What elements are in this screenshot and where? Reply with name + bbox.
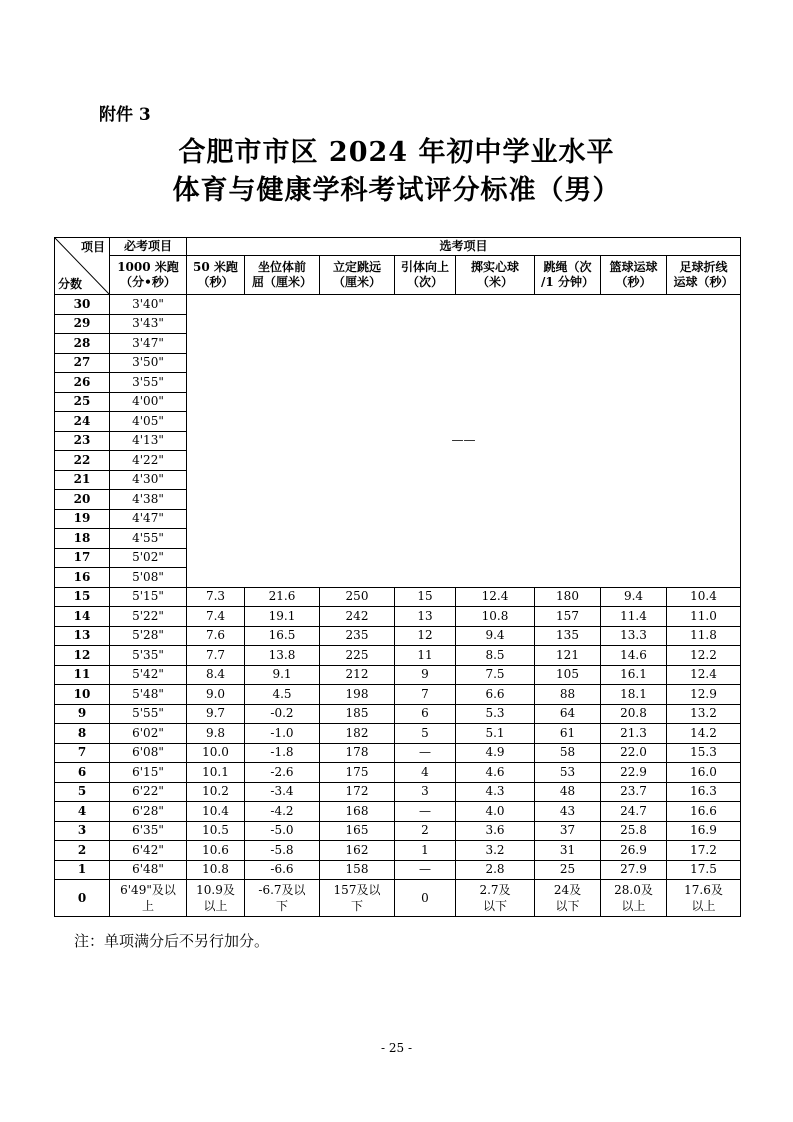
value-cell: 31 [535, 841, 601, 861]
value-cell: 6'42" [110, 841, 187, 861]
value-cell: 10.4 [667, 587, 741, 607]
value-cell: 24.7 [601, 802, 667, 822]
value-cell: 16.3 [667, 782, 741, 802]
cell-line: 以上 [621, 899, 646, 913]
value-cell: 37 [535, 821, 601, 841]
value-cell: 121 [535, 646, 601, 666]
value-cell: 5'35" [110, 646, 187, 666]
run1000-cell: 4'22" [110, 451, 187, 471]
cell-line: 下 [350, 899, 363, 913]
value-cell: 10.2 [187, 782, 245, 802]
value-cell: 182 [320, 724, 395, 744]
value-cell: 1 [395, 841, 456, 861]
score-cell: 29 [55, 314, 110, 334]
cell-line: 10.9及 [196, 883, 235, 897]
value-cell: 22.0 [601, 743, 667, 763]
value-cell: 13.8 [245, 646, 320, 666]
value-cell: 9 [395, 665, 456, 685]
value-cell: 4.3 [456, 782, 535, 802]
table-row [55, 743, 741, 763]
value-cell: 4 [395, 763, 456, 783]
value-cell: 6.6 [456, 685, 535, 705]
value-cell: 212 [320, 665, 395, 685]
column-header [667, 256, 741, 295]
value-cell: 64 [535, 704, 601, 724]
value-cell: 10.8 [456, 607, 535, 627]
value-cell: 9.4 [456, 626, 535, 646]
value-cell: 3 [395, 782, 456, 802]
header-row-groups [55, 238, 741, 256]
value-cell [601, 880, 667, 917]
value-cell: 6'35" [110, 821, 187, 841]
value-cell: — [395, 860, 456, 880]
value-cell: -3.4 [245, 782, 320, 802]
value-cell: -5.0 [245, 821, 320, 841]
column-header [601, 256, 667, 295]
value-cell: 13.3 [601, 626, 667, 646]
score-cell: 19 [55, 509, 110, 529]
column-header-line: （秒） [197, 275, 234, 289]
cell-line: 以下 [482, 899, 507, 913]
value-cell: 2.8 [456, 860, 535, 880]
cell-line: 24及 [553, 883, 582, 897]
value-cell: 242 [320, 607, 395, 627]
value-cell: 16.0 [667, 763, 741, 783]
score-cell: 25 [55, 392, 110, 412]
value-cell: 17.2 [667, 841, 741, 861]
value-cell: 6'48" [110, 860, 187, 880]
value-cell: 21.3 [601, 724, 667, 744]
score-cell: 13 [55, 626, 110, 646]
score-cell [55, 880, 110, 917]
table-row [55, 587, 741, 607]
value-cell: 105 [535, 665, 601, 685]
run1000-cell: 3'40" [110, 295, 187, 315]
value-cell [535, 880, 601, 917]
value-cell: 16.9 [667, 821, 741, 841]
value-cell: 25 [535, 860, 601, 880]
value-cell [110, 880, 187, 917]
value-cell: 2 [395, 821, 456, 841]
column-header-line: 跳绳（次 [543, 260, 592, 274]
column-header-line: 掷实心球 [470, 260, 519, 274]
value-cell: 11.8 [667, 626, 741, 646]
score-cell: 22 [55, 451, 110, 471]
cell-line: -6.7及以 [258, 883, 306, 897]
value-cell: 12 [395, 626, 456, 646]
column-header [456, 256, 535, 295]
value-cell: 13 [395, 607, 456, 627]
value-cell: -0.2 [245, 704, 320, 724]
value-cell: 53 [535, 763, 601, 783]
value-cell: 185 [320, 704, 395, 724]
value-cell: 88 [535, 685, 601, 705]
score-cell: 8 [55, 724, 110, 744]
table-row [55, 802, 741, 822]
score-cell: 24 [55, 412, 110, 432]
table-row-zero [55, 880, 741, 917]
column-header-line: 1000 米跑 [117, 260, 179, 274]
run1000-cell: 4'13" [110, 431, 187, 451]
value-cell: 7 [395, 685, 456, 705]
value-cell: 14.2 [667, 724, 741, 744]
value-cell: 48 [535, 782, 601, 802]
cell-line: 下 [275, 899, 288, 913]
run1000-cell: 5'02" [110, 548, 187, 568]
value-cell: 10.0 [187, 743, 245, 763]
value-cell: 10.6 [187, 841, 245, 861]
cell-line: 0 [77, 891, 87, 905]
score-cell: 14 [55, 607, 110, 627]
value-cell: 168 [320, 802, 395, 822]
column-header-line: 引体向上 [400, 260, 449, 274]
value-cell: 4.5 [245, 685, 320, 705]
value-cell: 21.6 [245, 587, 320, 607]
table-row [55, 860, 741, 880]
table-row [55, 607, 741, 627]
cell-line: 以下 [555, 899, 580, 913]
value-cell: 5'28" [110, 626, 187, 646]
value-cell: -5.8 [245, 841, 320, 861]
run1000-cell: 3'55" [110, 373, 187, 393]
score-cell: 23 [55, 431, 110, 451]
column-header [395, 256, 456, 295]
value-cell: 10.8 [187, 860, 245, 880]
cell-line: 28.0及 [614, 883, 653, 897]
score-cell: 26 [55, 373, 110, 393]
table-row [55, 665, 741, 685]
value-cell: 16.1 [601, 665, 667, 685]
value-cell: 20.8 [601, 704, 667, 724]
score-cell: 4 [55, 802, 110, 822]
table-row [55, 704, 741, 724]
table-row [55, 685, 741, 705]
score-cell: 30 [55, 295, 110, 315]
value-cell: 6'28" [110, 802, 187, 822]
value-cell: 6'02" [110, 724, 187, 744]
value-cell: 61 [535, 724, 601, 744]
column-header [187, 256, 245, 295]
score-cell: 16 [55, 568, 110, 588]
column-header-line: （分•秒） [120, 275, 176, 289]
score-cell: 15 [55, 587, 110, 607]
value-cell: 225 [320, 646, 395, 666]
score-cell: 21 [55, 470, 110, 490]
value-cell: 4.0 [456, 802, 535, 822]
value-cell: 7.6 [187, 626, 245, 646]
column-header-line: 运球（秒） [673, 275, 734, 289]
value-cell: 4.9 [456, 743, 535, 763]
cell-line: 17.6及 [684, 883, 723, 897]
cell-line: 以上 [203, 899, 228, 913]
value-cell: -6.6 [245, 860, 320, 880]
score-cell: 3 [55, 821, 110, 841]
column-header [110, 256, 187, 295]
run1000-cell: 3'47" [110, 334, 187, 354]
value-cell [245, 880, 320, 917]
cell-line: 157及以 [333, 883, 381, 897]
run1000-cell: 4'38" [110, 490, 187, 510]
value-cell: 6 [395, 704, 456, 724]
value-cell: — [395, 802, 456, 822]
value-cell: 235 [320, 626, 395, 646]
column-header [245, 256, 320, 295]
value-cell: 3.6 [456, 821, 535, 841]
value-cell: 9.8 [187, 724, 245, 744]
required-group-header: 必考项目 [110, 238, 187, 256]
value-cell: 15.3 [667, 743, 741, 763]
column-header-line: （厘米） [332, 275, 381, 289]
value-cell: 11.0 [667, 607, 741, 627]
value-cell: 27.9 [601, 860, 667, 880]
value-cell: 23.7 [601, 782, 667, 802]
table-row [55, 295, 741, 315]
value-cell: 9.0 [187, 685, 245, 705]
column-header-line: （米） [476, 275, 513, 289]
cell-line: 上 [141, 899, 154, 913]
value-cell: 5'55" [110, 704, 187, 724]
value-cell: 19.1 [245, 607, 320, 627]
run1000-cell: 4'55" [110, 529, 187, 549]
value-cell: 5'48" [110, 685, 187, 705]
value-cell: 25.8 [601, 821, 667, 841]
column-header-line: 篮球运球 [609, 260, 658, 274]
value-cell: -1.8 [245, 743, 320, 763]
value-cell: 18.1 [601, 685, 667, 705]
score-cell: 20 [55, 490, 110, 510]
column-header [535, 256, 601, 295]
value-cell: 7.4 [187, 607, 245, 627]
value-cell: 15 [395, 587, 456, 607]
value-cell: 7.3 [187, 587, 245, 607]
table-row [55, 626, 741, 646]
value-cell: 14.6 [601, 646, 667, 666]
score-cell: 7 [55, 743, 110, 763]
value-cell: 172 [320, 782, 395, 802]
corner-label-items: 项目 [80, 240, 105, 254]
value-cell: 5.3 [456, 704, 535, 724]
attachment-label: 附件 3 [99, 105, 151, 125]
value-cell: 26.9 [601, 841, 667, 861]
score-cell: 17 [55, 548, 110, 568]
value-cell: 5'22" [110, 607, 187, 627]
score-cell: 6 [55, 763, 110, 783]
optional-group-header: 选考项目 [187, 238, 741, 256]
value-cell: 157 [535, 607, 601, 627]
value-cell: 6'08" [110, 743, 187, 763]
score-cell: 1 [55, 860, 110, 880]
value-cell: 3.2 [456, 841, 535, 861]
table-row [55, 841, 741, 861]
optional-blank-cell: —— [187, 295, 741, 588]
value-cell: 4.6 [456, 763, 535, 783]
score-cell: 28 [55, 334, 110, 354]
value-cell: 198 [320, 685, 395, 705]
value-cell: 43 [535, 802, 601, 822]
column-header-line: 50 米跑 [193, 260, 238, 274]
value-cell: 5 [395, 724, 456, 744]
page-number: - 25 - [380, 1041, 412, 1055]
value-cell: 7.5 [456, 665, 535, 685]
corner-label-score: 分数 [58, 277, 83, 291]
value-cell [395, 880, 456, 917]
value-cell: 162 [320, 841, 395, 861]
run1000-cell: 4'47" [110, 509, 187, 529]
value-cell: 16.6 [667, 802, 741, 822]
scoring-standard-table [54, 237, 741, 917]
value-cell: -4.2 [245, 802, 320, 822]
document-title-line1: 合肥市市区 2024 年初中学业水平 [178, 137, 615, 168]
value-cell: 135 [535, 626, 601, 646]
value-cell: 9.1 [245, 665, 320, 685]
run1000-cell: 4'00" [110, 392, 187, 412]
score-cell: 10 [55, 685, 110, 705]
run1000-cell: 5'08" [110, 568, 187, 588]
value-cell: 8.4 [187, 665, 245, 685]
value-cell: 12.4 [667, 665, 741, 685]
column-header-line: 屈（厘米） [251, 275, 312, 289]
value-cell: 11 [395, 646, 456, 666]
column-header-line: 足球折线 [679, 260, 728, 274]
cell-line: 2.7及 [479, 883, 511, 897]
run1000-cell: 3'50" [110, 353, 187, 373]
value-cell: 6'22" [110, 782, 187, 802]
column-header-line: 坐位体前 [257, 260, 306, 274]
value-cell: 12.9 [667, 685, 741, 705]
value-cell: 180 [535, 587, 601, 607]
value-cell: 6'15" [110, 763, 187, 783]
value-cell: 12.2 [667, 646, 741, 666]
value-cell: 58 [535, 743, 601, 763]
value-cell: 9.7 [187, 704, 245, 724]
value-cell [320, 880, 395, 917]
value-cell: 10.4 [187, 802, 245, 822]
table-row [55, 763, 741, 783]
run1000-cell: 4'05" [110, 412, 187, 432]
table-row [55, 782, 741, 802]
score-cell: 2 [55, 841, 110, 861]
value-cell: 9.4 [601, 587, 667, 607]
cell-line: 6'49"及以 [120, 883, 176, 897]
cell-line: 0 [421, 891, 429, 905]
score-cell: 5 [55, 782, 110, 802]
document-title-line2: 体育与健康学科考试评分标准（男） [172, 175, 621, 206]
run1000-cell: 3'43" [110, 314, 187, 334]
column-header [320, 256, 395, 295]
value-cell: 175 [320, 763, 395, 783]
cell-line: 以上 [691, 899, 716, 913]
value-cell [667, 880, 741, 917]
value-cell: 7.7 [187, 646, 245, 666]
value-cell: 12.4 [456, 587, 535, 607]
value-cell: 250 [320, 587, 395, 607]
corner-header-cell [55, 238, 110, 295]
column-header-line: （次） [406, 275, 443, 289]
value-cell: 8.5 [456, 646, 535, 666]
score-cell: 11 [55, 665, 110, 685]
value-cell: 22.9 [601, 763, 667, 783]
value-cell: 11.4 [601, 607, 667, 627]
value-cell: 13.2 [667, 704, 741, 724]
value-cell: -2.6 [245, 763, 320, 783]
table-row [55, 724, 741, 744]
value-cell: -1.0 [245, 724, 320, 744]
table-row [55, 646, 741, 666]
table-row [55, 821, 741, 841]
value-cell: 17.5 [667, 860, 741, 880]
score-cell: 9 [55, 704, 110, 724]
score-cell: 12 [55, 646, 110, 666]
column-header-line: 立定跳远 [332, 260, 381, 274]
value-cell: 10.1 [187, 763, 245, 783]
header-row-columns [55, 256, 741, 295]
value-cell: 158 [320, 860, 395, 880]
value-cell: 16.5 [245, 626, 320, 646]
value-cell [187, 880, 245, 917]
run1000-cell: 4'30" [110, 470, 187, 490]
value-cell: 5.1 [456, 724, 535, 744]
column-header-line: /1 分钟） [541, 275, 594, 289]
column-header-line: （秒） [615, 275, 652, 289]
footnote: 注：单项满分后不另行加分。 [74, 932, 270, 950]
score-cell: 18 [55, 529, 110, 549]
value-cell: 10.5 [187, 821, 245, 841]
value-cell: 5'15" [110, 587, 187, 607]
value-cell: 178 [320, 743, 395, 763]
score-cell: 27 [55, 353, 110, 373]
value-cell: 165 [320, 821, 395, 841]
value-cell: 5'42" [110, 665, 187, 685]
value-cell [456, 880, 535, 917]
value-cell: — [395, 743, 456, 763]
